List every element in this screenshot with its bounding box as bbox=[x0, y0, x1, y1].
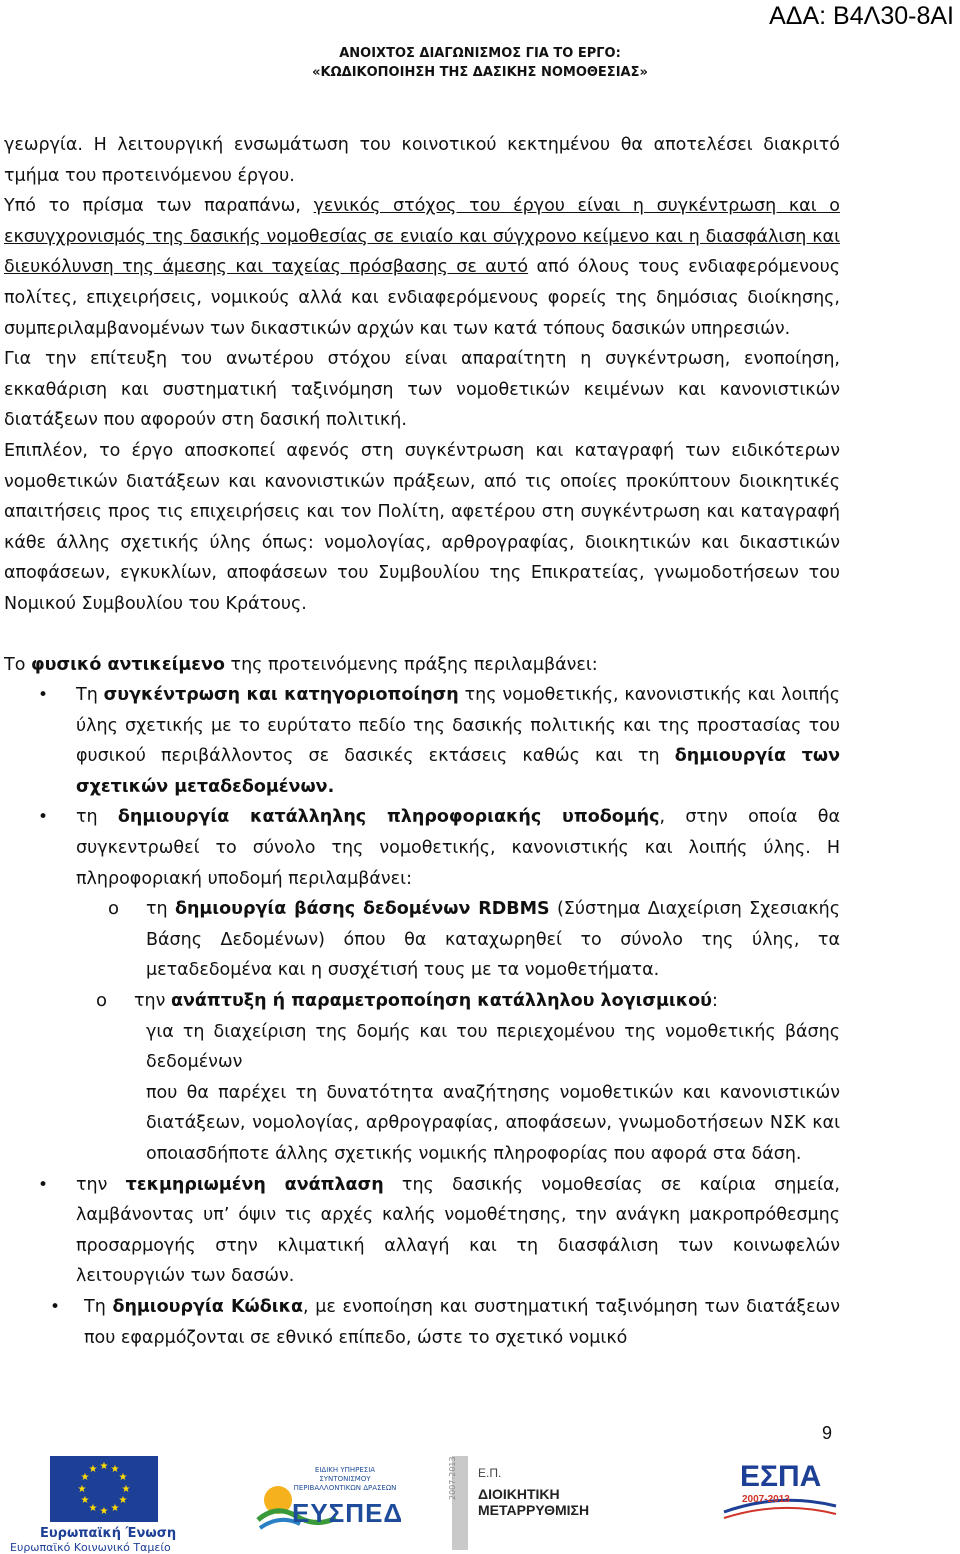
ysped-small-caption: ΕΙΔΙΚΗ ΥΠΗΡΕΣΙΑ ΣΥΝΤΟΝΙΣΜΟΥ ΠΕΡΙΒΑΛΛΟΝΤΙΚΩΝ ΔΡΑΣΕΩΝ bbox=[293, 1466, 397, 1492]
svg-text:★: ★ bbox=[80, 1472, 90, 1483]
bullet-marker: • bbox=[38, 807, 49, 828]
header-title-line1: ΑΝΟΙΧΤΟΣ ΔΙΑΓΩΝΙΣΜΟΣ ΓΙΑ ΤΟ ΕΡΓΟ: bbox=[339, 46, 621, 61]
svg-text:★: ★ bbox=[118, 1472, 128, 1483]
svg-text:★: ★ bbox=[99, 1506, 109, 1517]
svg-text:★: ★ bbox=[121, 1484, 131, 1495]
s2-start: την bbox=[134, 991, 171, 1012]
b2-end: , στην οποία θα συγκεντρωθεί το σύνολο της νομοθετικής, κανονιστικής και λοιπής ύλης. Η πληροφοριακή υποδομή περιλαμβάνει: bbox=[76, 807, 840, 889]
header-title-line2: «ΚΩΔΙΚΟΠΟΙΗΣΗ ΤΗΣ ΔΑΣΙΚΗΣ ΝΟΜΟΘΕΣΙΑΣ» bbox=[312, 65, 648, 80]
eu-caption: Ευρωπαϊκή Ένωση bbox=[40, 1526, 177, 1541]
sub-bullet-marker: o bbox=[108, 898, 120, 920]
bullet-item-4 bbox=[4, 1292, 840, 1353]
bullet-marker: • bbox=[38, 1174, 49, 1195]
s1-end: (Σύστημα Διαχείριση Σχεσιακής Βάσης Δεδομένων) όπου θα καταχωρηθεί το σύνολο της ύλης, τα μεταδεδομένα και η συσχέτισή τους με τα νομοθετήματα. bbox=[146, 899, 840, 981]
svg-text:★: ★ bbox=[88, 1503, 98, 1514]
b1-mid: της νομοθετικής, κανονιστικής και λοιπής ύλης σχετικής με το ευρύτατο πεδίο της δασικής πολιτικής και της προστασίας του φυσικού περιβάλλοντος σε δασικές εκτάσεις καθώς και τη bbox=[76, 685, 841, 767]
software-purpose-1 bbox=[4, 1017, 840, 1078]
bullet-marker: • bbox=[50, 1296, 61, 1317]
b3-start: την bbox=[76, 1174, 126, 1195]
b3-end: της δασικής νομοθεσίας σε καίρια σημεία, λαμβάνοντας υπ’ όψιν τις αρχές καλής νομοθέτησης, την ανάγκη μακροπρόθεσμης προσαρμογής στην κλιματική αλλαγή και τη διασφάλιση των κοινωφελών λειτουργιών των δασών. bbox=[76, 1174, 840, 1287]
eu-fund-caption: Ευρωπαϊκό Κοινωνικό Ταμείο bbox=[10, 1541, 171, 1554]
ep-label: Ε.Π. bbox=[478, 1466, 502, 1480]
eu-stars-icon bbox=[50, 1456, 158, 1522]
b4-end: , με ενοποίηση και συστηματική ταξινόμηση των διατάξεων που εφαρμόζονται σε εθνικό επίπεδο, ώστε το σχετικό νομικό bbox=[84, 1296, 840, 1348]
b1-bold2: δημιουργία των σχετικών μεταδεδομένων. bbox=[76, 746, 840, 797]
s2-bold: ανάπτυξη ή παραμετροποίηση κατάλληλου λογισμικού bbox=[170, 991, 712, 1012]
sub-bullet-item-1 bbox=[4, 894, 840, 986]
spacer bbox=[4, 620, 840, 650]
ep-title-line2: ΜΕΤΑΡΡΥΘΜΙΣΗ bbox=[478, 1502, 590, 1518]
paragraph-2-end: από όλους τους ενδιαφερόμενους πολίτες, επιχειρήσεις, νομικούς αλλά και ενδιαφερόμενους φορείς της δημόσιας διοίκησης, συμπεριλαμβανομένων των δικαστικών αρχών και των κατά τόπους δασικών υπηρεσιών. bbox=[4, 257, 840, 339]
paragraph-5 bbox=[4, 650, 840, 681]
b1-bold: συγκέντρωση και κατηγοριοποίηση bbox=[103, 685, 459, 706]
sub-bullet-item-2 bbox=[4, 986, 840, 1017]
paragraph-1: γεωργία. Η λειτουργική ενσωμάτωση του κοινοτικού κεκτημένου θα αποτελέσει διακριτό τμήμα του προτεινόμενου έργου. bbox=[4, 135, 840, 186]
b4-start: Τη bbox=[84, 1296, 113, 1317]
s2-end: : bbox=[711, 991, 718, 1012]
svg-text:★: ★ bbox=[110, 1503, 120, 1514]
espa-wordmark: ΕΣΠΑ bbox=[740, 1460, 822, 1493]
svg-text:★: ★ bbox=[80, 1495, 90, 1506]
ep-title-line1: ΔΙΟΙΚΗΤΙΚΗ bbox=[478, 1486, 560, 1502]
p5-start: Το bbox=[4, 654, 31, 675]
bullet-item-1 bbox=[4, 680, 840, 802]
ada-code: ΑΔΑ: Β4Λ30-8ΑΙ bbox=[769, 2, 954, 30]
ep-years: 2007-2013 bbox=[448, 1456, 457, 1500]
page-number: 9 bbox=[822, 1423, 833, 1443]
paragraph-2-start: Υπό το πρίσμα των παραπάνω, bbox=[4, 196, 314, 217]
document-body bbox=[4, 130, 840, 1353]
eu-flag-logo bbox=[50, 1456, 158, 1522]
b2-start: τη bbox=[76, 807, 118, 828]
paragraph-2 bbox=[4, 191, 840, 344]
b4-bold: δημιουργία Κώδικα bbox=[112, 1296, 304, 1317]
svg-text:★: ★ bbox=[88, 1464, 98, 1475]
ysped-wordmark: ΕΥΣΠΕΔ bbox=[292, 1498, 404, 1528]
general-objective-underlined: γενικός στόχος του έργου είναι η συγκέντρωση και ο εκσυγχρονισμός της δασικής νομοθεσίας σε ενιαίο και σύγχρονο κείμενο και η διασφάλιση και διευκόλυνση της άμεσης και ταχείας πρόσβασης σε αυτό bbox=[4, 196, 840, 278]
software-purpose-2 bbox=[4, 1078, 840, 1170]
svg-text:★: ★ bbox=[99, 1461, 109, 1472]
paragraph-3: Για την επίτευξη του ανωτέρου στόχου είναι απαραίτητη η συγκέντρωση, ενοποίηση, εκκαθάριση και συστηματική ταξινόμηση των νομοθετικών κειμένων και κανονιστικών διατάξεων που αφορούν στη δασική πολιτική. bbox=[4, 349, 840, 431]
software-purpose-1-text: για τη διαχείριση της δομής και του περιεχομένου της νομοθετικής βάσης δεδομένων bbox=[146, 1021, 840, 1073]
software-purpose-2-text: που θα παρέχει τη δυνατότητα αναζήτησης νομοθετικών και κανονιστικών διατάξεων, νομολογίας, αρθρογραφίας, αποφάσεων, γνωμοδοτήσεων ΝΣΚ και οποιασδήποτε άλλης σχετικής νομικής πληροφορίας που αφορά στα δάση. bbox=[146, 1082, 840, 1164]
bullet-marker: • bbox=[38, 685, 49, 706]
espa-years: 2007-2013 bbox=[742, 1494, 790, 1505]
svg-text:★: ★ bbox=[118, 1495, 128, 1506]
svg-text:★: ★ bbox=[77, 1484, 87, 1495]
sub-bullet-marker: o bbox=[96, 990, 108, 1012]
b2-bold: δημιουργία κατάλληλης πληροφοριακής υποδομής bbox=[117, 807, 660, 828]
bullet-item-3 bbox=[4, 1170, 840, 1292]
paragraph-4: Επιπλέον, το έργο αποσκοπεί αφενός στη συγκέντρωση και καταγραφή των ειδικότερων νομοθετικών διατάξεων και κανονιστικών πράξεων, από τις οποίες προκύπτουν διοικητικές απαιτήσεις προς τις επιχειρήσεις και τον Πολίτη, αφετέρου στη συγκέντρωση και καταγραφή κάθε άλλης σχετικής ύλης όπως: νομολογίας, αρθρογραφίας, διοικητικών και δικαστικών αποφάσεων, εγκυκλίων, αποφάσεων του Συμβουλίου της Επικρατείας, γνωμοδοτήσεων του Νομικού Συμβουλίου του Κράτους. bbox=[4, 440, 840, 614]
s1-bold: δημιουργία βάσης δεδομένων RDBMS bbox=[174, 899, 550, 920]
p5-end: της προτεινόμενης πράξης περιλαμβάνει: bbox=[224, 654, 598, 675]
b1-start: Τη bbox=[76, 685, 104, 706]
svg-text:★: ★ bbox=[110, 1464, 120, 1475]
s1-start: τη bbox=[146, 899, 175, 920]
p5-bold: φυσικό αντικείμενο bbox=[30, 654, 225, 675]
bullet-item-2 bbox=[4, 802, 840, 894]
b3-bold: τεκμηριωμένη ανάπλαση bbox=[125, 1174, 384, 1195]
